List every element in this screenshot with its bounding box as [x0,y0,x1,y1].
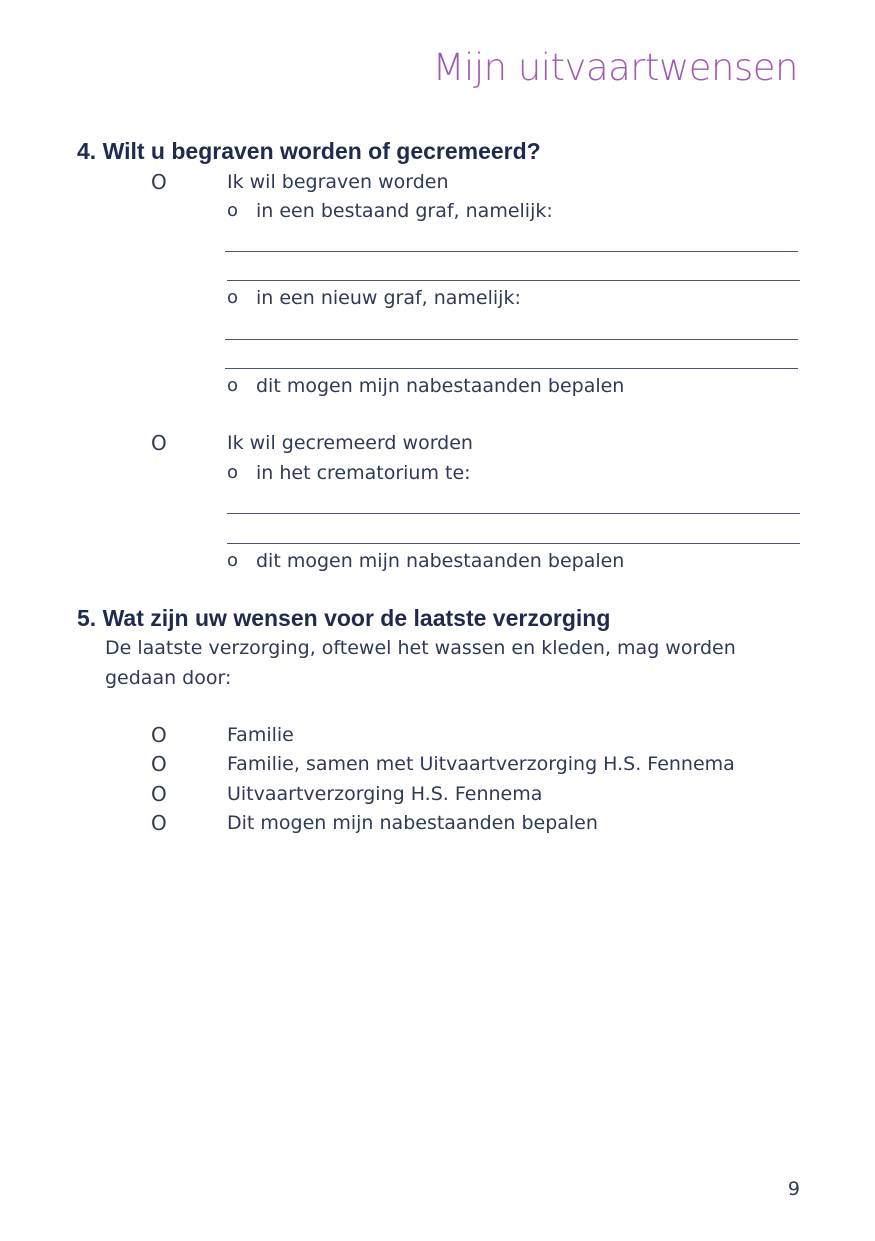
suboption-burial-survivors-decide-label: dit mogen mijn nabestaanden bepalen [256,375,625,397]
option-funeral-service-label: Uitvaartverzorging H.S. Fennema [227,783,543,805]
suboption-existing-grave-label: in een bestaand graf, namelijk: [256,200,553,222]
option-burial-label: Ik wil begraven worden [227,171,449,193]
existing-grave-write-line-1[interactable] [225,251,798,252]
suboption-new-grave-label: in een nieuw graf, namelijk: [256,287,521,309]
question-5-description-line-2: gedaan door: [105,667,232,689]
checkbox-new-grave[interactable]: o [227,287,239,308]
question-4-heading: 4. Wilt u begraven worden of gecremeerd? [77,138,541,164]
radio-funeral-service[interactable]: O [151,782,167,806]
new-grave-write-line-2[interactable] [225,368,798,369]
option-family-label: Familie [227,724,294,746]
checkbox-cremation-survivors-decide[interactable]: o [227,550,239,571]
question-5-heading: 5. Wat zijn uw wensen voor de laatste verzorging [77,605,611,631]
question-5-description-line-1: De laatste verzorging, oftewel het wassen en kleden, mag worden [105,637,736,659]
option-survivors-decide-label: Dit mogen mijn nabestaanden bepalen [227,812,598,834]
existing-grave-write-line-2[interactable] [227,280,800,281]
new-grave-write-line-1[interactable] [225,339,798,340]
checkbox-existing-grave[interactable]: o [227,200,239,221]
radio-cremation[interactable]: O [151,431,167,455]
crematorium-write-line-2[interactable] [227,543,800,544]
suboption-crematorium-label: in het crematorium te: [256,462,471,484]
radio-family-with-funeral-service[interactable]: O [151,752,167,776]
checkbox-crematorium[interactable]: o [227,462,239,483]
option-cremation-label: Ik wil gecremeerd worden [227,432,473,454]
page-number: 9 [787,1178,800,1200]
radio-survivors-decide[interactable]: O [151,811,167,835]
option-family-with-funeral-service-label: Familie, samen met Uitvaartverzorging H.S. Fennema [227,753,735,775]
suboption-cremation-survivors-decide-label: dit mogen mijn nabestaanden bepalen [256,550,625,572]
crematorium-write-line-1[interactable] [227,513,800,514]
page-title: Mijn uitvaartwensen [432,46,798,89]
radio-burial[interactable]: O [151,170,167,194]
checkbox-burial-survivors-decide[interactable]: o [227,375,239,396]
radio-family[interactable]: O [151,723,167,747]
